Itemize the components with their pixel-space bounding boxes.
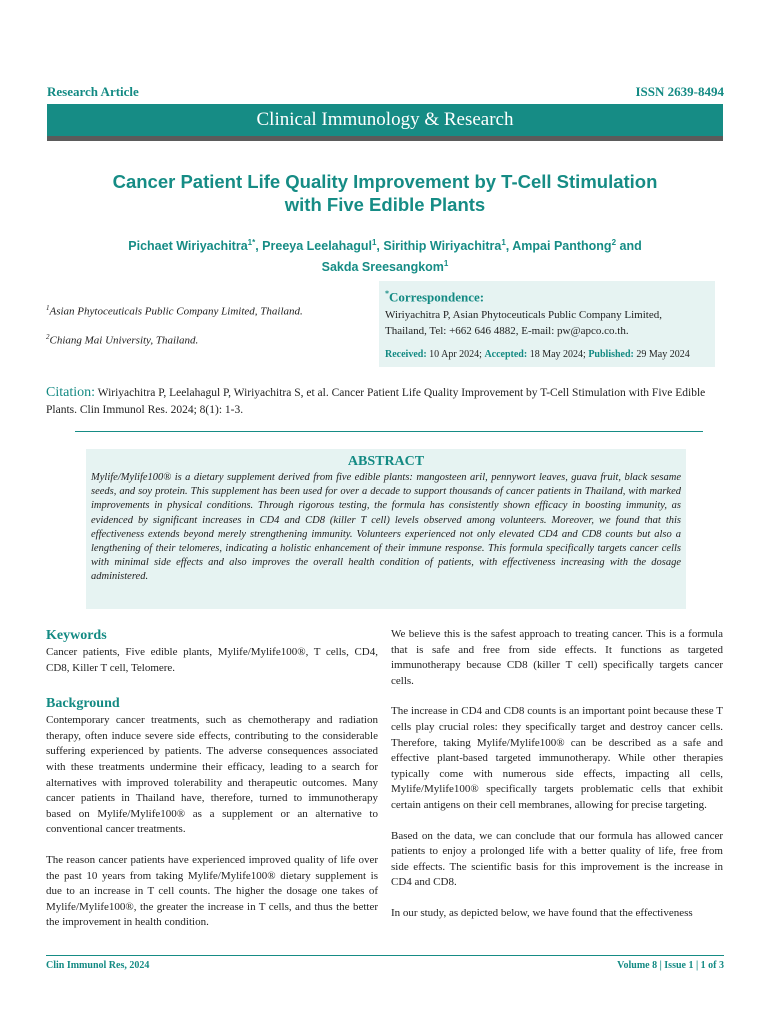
footer-divider [46, 955, 724, 956]
received-date: 10 Apr 2024; [429, 349, 482, 360]
author-4: Ampai Panthong [512, 239, 612, 254]
published-date: 29 May 2024 [636, 349, 690, 360]
body-paragraph-1: We believe this is the safest approach to treating cancer. This is a formula that is safe and free from side effects. It functions as targeted immunotherapy because CD8 (killer T cell) specifically targets cancer cells. [391, 628, 723, 687]
author-1-sup: 1* [247, 238, 256, 247]
journal-banner: Clinical Immunology & Research [47, 104, 723, 136]
correspondence-asterisk: * [385, 289, 389, 298]
author-2: Preeya Leelahagul [262, 239, 372, 254]
body-paragraph-4: In our study, as depicted below, we have found that the effectiveness [391, 906, 693, 919]
author-2-sup: 1 [371, 238, 377, 247]
section-divider [75, 431, 703, 432]
body-paragraph-3: Based on the data, we can conclude that our formula has allowed cancer patients to enjoy a prolonged life with a better quality of life, free from side effects. The scientific basis for this improvement is the increase in CD4 and CD8. [391, 829, 723, 889]
title-line-2: with Five Edible Plants [284, 194, 486, 215]
correspondence-label-text: Correspondence: [389, 289, 485, 305]
footer-journal: Clin Immunol Res, 2024 [46, 960, 150, 971]
keywords-heading: Keywords [46, 628, 107, 643]
right-column [391, 627, 723, 937]
footer-volume: Volume 8 | Issue 1 | 1 of 3 [617, 960, 724, 971]
affiliation-1-sup: 1 [46, 304, 50, 312]
received-label: Received: [385, 349, 427, 360]
title-line-1: Cancer Patient Life Quality Improvement by T-Cell Stimulation [112, 171, 658, 192]
correspondence-line-1: Wiriyachitra P, Asian Phytoceuticals Public Company Limited, [385, 309, 662, 322]
page-footer [46, 960, 724, 974]
affiliation-1-text: Asian Phytoceuticals Public Company Limited, Thailand. [49, 305, 303, 318]
author-list [40, 234, 730, 276]
author-3-sup: 1 [501, 238, 506, 247]
citation [46, 384, 726, 419]
body-paragraph-2: The increase in CD4 and CD8 counts is an important point because these T cells play crucial roles: they specifically target and destroy cancer cells. Therefore, taking Mylife/Mylife100® can be described as a safe and effective plant-based targeted immunotherapy. While other therapies typically come with numerous side effects, impacting all cells, Mylife/Mylife100® specifically targets problematic cells that exhibit certain antigens on their cell membranes, allowing for precise targeting. [391, 705, 723, 811]
author-4-sup: 2 [611, 238, 617, 247]
background-paragraph-1: Contemporary cancer treatments, such as chemotherapy and radiation therapy, often induce severe side effects, contributing to the considerable suffering experienced by patients. The adverse consequences associated with these treatments undermine their efficacy, leading to a search for alternatives with improved tolerability and therapeutic outcomes. Many cancer patients in Thailand have, therefore, turned to immunotherapy based on Mylife/Mylife100® as a supplement or an alternative to conventional cancer treatments. [46, 714, 378, 836]
abstract-heading: ABSTRACT [347, 454, 425, 469]
abstract-text: Mylife/Mylife100® is a dietary supplement derived from five edible plants: mangosteen aril, pennywort leaves, guava fruit, black sesame seeds, and soy protein. This supplement has been used for over a decade to support thousands of cancer patients in Thailand, with marked improvements in physical conditions. Through rigorous testing, the formula has consistently shown efficacy in boosting immunity, as evidenced by significant increases in CD4 and CD8 (killer T cell) levels observed among volunteers. Moreover, we found that this effectiveness extends beyond merely strengthening immunity. Volunteers experienced not only elevated CD4 and CD8 counts but also a lengthening of their telomeres, indicating a holistic enhancement of their immune response. This formula specifically targets cancer cells with minimal side effects and also improves the overall health condition of patients, with effectiveness increasing with the dosage administered. [91, 472, 681, 583]
author-5-sup: 1 [443, 259, 449, 269]
correspondence-line-2[interactable]: Thailand, Tel: +662 646 4882, E-mail: pw@apco.co.th. [385, 325, 629, 338]
citation-label: Citation: [46, 385, 95, 400]
background-paragraph-2: The reason cancer patients have experienced improved quality of life over the past 10 years from taking Mylife/Mylife100® dietary supplement is due to an increase in T cell counts. The higher the dosage one takes of Mylife/Mylife100®, the greater the increase in T cells, and thus the better the improvement in health condition. [46, 853, 378, 929]
author-line-1: Pichaet Wiriyachitra$^{1*}$, Preeya Leelahagul$^1$, Sirithip Wiriyachitra$^1$, Ampai Panthong$^2$ and [128, 238, 642, 254]
author-3: Sirithip Wiriyachitra [383, 239, 502, 254]
affiliation-2 [46, 333, 198, 347]
affiliation-2-sup: 2 [46, 333, 50, 341]
citation-text: Wiriyachitra P, Leelahagul P, Wiriyachitra S, et al. Cancer Patient Life Quality Improvement by T-Cell Stimulation with Five Edible Plants. Clin Immunol Res. 2024; 8(1): 1-3. [46, 387, 706, 416]
affiliation-1 [46, 304, 303, 318]
article-dates [385, 349, 690, 360]
issn: ISSN 2639-8494 [635, 84, 724, 99]
author-line-2 [40, 255, 730, 276]
paper-title [40, 170, 730, 216]
keywords-text: Cancer patients, Five edible plants, Mylife/Mylife100®, T cells, CD4, CD8, Killer T cell, Telomere. [46, 646, 378, 674]
article-type: Research Article [47, 84, 139, 99]
correspondence-text [385, 307, 709, 339]
accepted-date: 18 May 2024; [529, 349, 586, 360]
background-heading: Background [46, 696, 120, 712]
abstract-box [86, 449, 686, 609]
published-label: Published: [588, 349, 634, 360]
author-1: Pichaet Wiriyachitra [128, 239, 248, 254]
correspondence-label [385, 287, 709, 304]
left-column [46, 627, 378, 946]
accepted-label: Accepted: [484, 349, 528, 360]
header-top-row [47, 84, 724, 100]
correspondence-box [379, 281, 715, 367]
affiliation-2-text: Chiang Mai University, Thailand. [49, 334, 199, 347]
author-5: Sakda Sreesangkom [321, 260, 444, 275]
